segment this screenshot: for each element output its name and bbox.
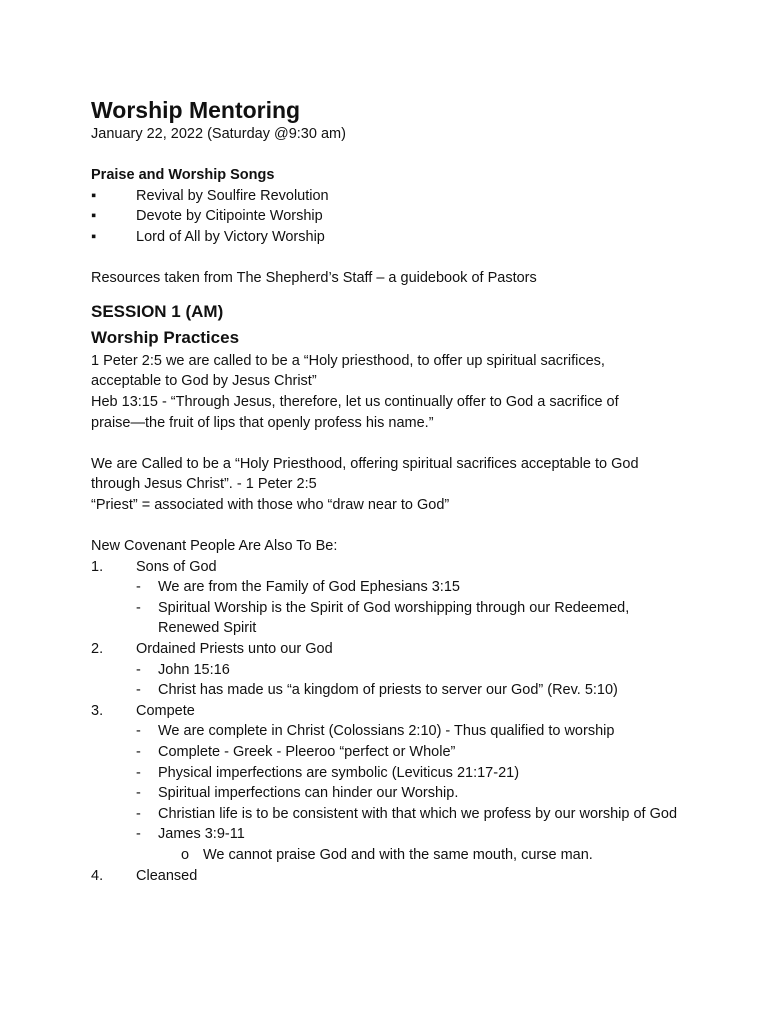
- sub-item-text: Christ has made us “a kingdom of priests to server our God” (Rev. 5:10): [158, 682, 618, 699]
- sub-item-text: Physical imperfections are symbolic (Leviticus 21:17-21): [158, 764, 520, 781]
- sub-item-text: We are complete in Christ (Colossians 2:10) - Thus qualified to worship: [158, 723, 615, 740]
- item-label: Cleansed: [136, 867, 198, 884]
- sub-item: [91, 660, 708, 681]
- sub-item-text: James 3:9-11: [158, 826, 245, 843]
- numbered-item: [91, 701, 708, 722]
- circle-bullet-icon: o: [181, 847, 190, 863]
- numbered-item: [91, 866, 708, 887]
- document-title: Worship Mentoring: [91, 97, 301, 123]
- sub-item-text: We are from the Family of God Ephesians 3:15: [158, 579, 460, 596]
- sub-item-text: John 15:16: [158, 661, 230, 678]
- numbered-item: [91, 639, 708, 660]
- dash-marker: -: [136, 682, 141, 699]
- item-label: Ordained Priests unto our God: [136, 641, 333, 658]
- sub-sub-item-text: We cannot praise God and with the same mouth, curse man.: [203, 847, 593, 863]
- item-number: 2.: [91, 641, 104, 658]
- paragraph-line: 1 Peter 2:5 we are called to be a “Holy priesthood, to offer up spiritual sacrifices,: [91, 352, 605, 369]
- songs-heading: Praise and Worship Songs: [91, 167, 275, 184]
- dash-marker: -: [136, 805, 141, 822]
- list-intro: New Covenant People Are Also To Be:: [91, 538, 338, 555]
- section-heading: Worship Practices: [91, 327, 240, 347]
- paragraph-line: through Jesus Christ”. - 1 Peter 2:5: [91, 476, 317, 493]
- spacer: [91, 516, 708, 537]
- sub-item: [91, 598, 708, 639]
- item-label: Sons of God: [136, 558, 217, 575]
- sub-item: [91, 804, 708, 825]
- paragraph-line: Heb 13:15 - “Through Jesus, therefore, let us continually offer to God a sacrifice of: [91, 393, 619, 410]
- sub-item-text: Complete - Greek - Pleeroo “perfect or Whole”: [158, 744, 456, 761]
- sub-item: [91, 721, 708, 742]
- dash-marker: -: [136, 579, 141, 596]
- document-date: January 22, 2022 (Saturday @9:30 am): [91, 126, 346, 142]
- paragraph-line: acceptable to God by Jesus Christ”: [91, 373, 317, 390]
- resources-note: Resources taken from The Shepherd’s Staff – a guidebook of Pastors: [91, 270, 537, 287]
- item-number: 1.: [91, 558, 104, 575]
- dash-marker: -: [136, 661, 141, 678]
- dash-marker: -: [136, 826, 141, 843]
- sub-item: [91, 577, 708, 598]
- dash-marker: -: [136, 599, 141, 616]
- item-number: 3.: [91, 702, 104, 719]
- sub-item: [91, 742, 708, 763]
- sub-item: [91, 824, 708, 845]
- dash-marker: -: [136, 764, 141, 781]
- spacer: [91, 248, 708, 269]
- sub-item: [91, 763, 708, 784]
- song-item: [91, 227, 708, 248]
- paragraph-line: We are Called to be a “Holy Priesthood, offering spiritual sacrifices acceptable to God: [91, 455, 639, 472]
- sub-item: [91, 680, 708, 701]
- bullet-icon: ▪: [91, 228, 97, 245]
- paragraph-line: “Priest” = associated with those who “draw near to God”: [91, 496, 450, 513]
- dash-marker: -: [136, 744, 141, 761]
- sub-item-text: Spiritual imperfections can hinder our Worship.: [158, 785, 459, 802]
- sub-sub-item: [91, 845, 708, 866]
- dash-marker: -: [136, 785, 141, 802]
- bullet-icon: ▪: [91, 208, 97, 225]
- song-title: Revival by Soulfire Revolution: [136, 187, 329, 204]
- song-title: Devote by Citipointe Worship: [136, 208, 323, 225]
- session-heading: SESSION 1 (AM): [91, 301, 224, 321]
- paragraph-line: praise—the fruit of lips that openly profess his name.”: [91, 414, 434, 431]
- bullet-icon: ▪: [91, 187, 97, 204]
- spacer: [91, 433, 708, 454]
- sub-item: [91, 783, 708, 804]
- dash-marker: -: [136, 723, 141, 740]
- song-item: [91, 206, 708, 227]
- sub-item-text: Spiritual Worship is the Spirit of God worshipping through our Redeemed, Renewed Spirit: [158, 599, 630, 637]
- numbered-item: [91, 557, 708, 578]
- song-title: Lord of All by Victory Worship: [136, 228, 325, 245]
- sub-item-text: Christian life is to be consistent with that which we profess by our worship of God: [158, 805, 678, 822]
- spacer: [91, 145, 708, 166]
- item-label: Compete: [136, 702, 195, 719]
- item-number: 4.: [91, 867, 104, 884]
- song-item: [91, 186, 708, 207]
